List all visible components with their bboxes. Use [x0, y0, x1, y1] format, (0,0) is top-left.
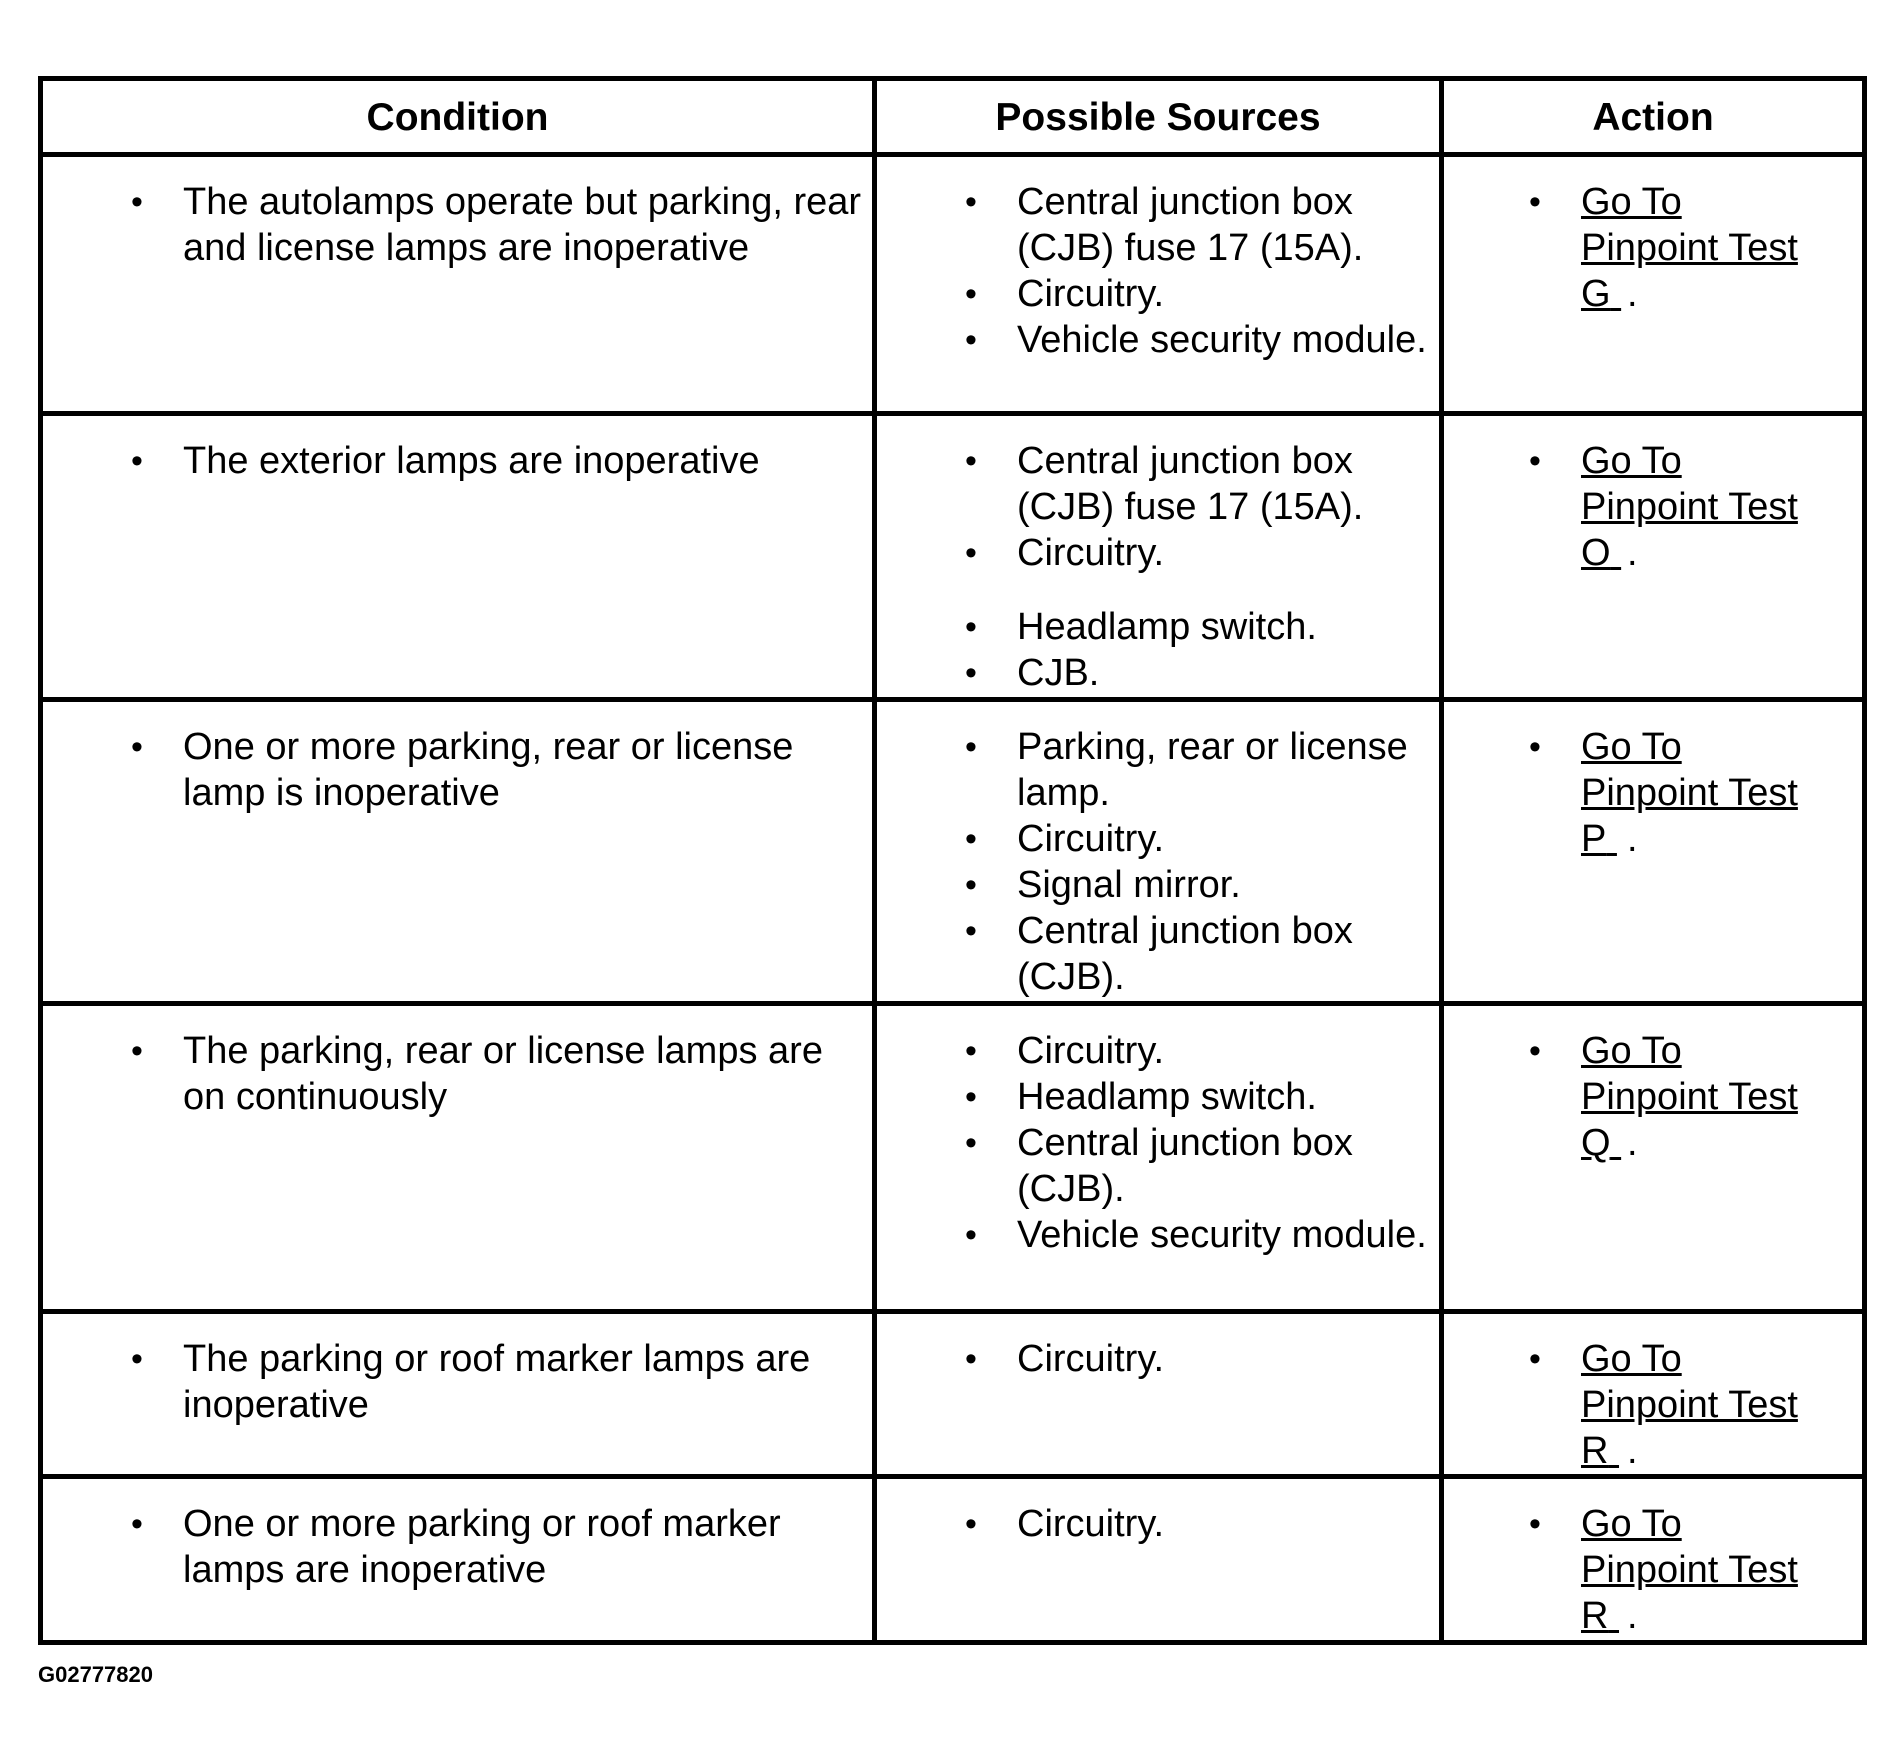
header-condition: Condition: [41, 79, 875, 155]
pinpoint-test-o-link[interactable]: • Go To Pinpoint Test O: [1581, 440, 1798, 574]
source-item: • Circuitry.: [1017, 1028, 1431, 1074]
source-item: • Parking, rear or license lamp.: [1017, 724, 1431, 816]
action-cell: • Go To Pinpoint Test P .: [1442, 700, 1865, 1004]
table-row: [41, 1004, 1865, 1312]
table-row: [41, 700, 1865, 1004]
sources-cell: [875, 1004, 1442, 1312]
table-row: [41, 1477, 1865, 1643]
figure-id: G02777820: [38, 1662, 153, 1687]
action-cell: • Go To Pinpoint Test Q .: [1442, 1004, 1865, 1312]
source-item: • Central junction box (CJB) fuse 17 (15A).: [1017, 438, 1431, 530]
sources-cell: [875, 414, 1442, 700]
condition-cell: [41, 1004, 875, 1312]
source-item: • Signal mirror.: [1017, 862, 1431, 908]
table-row: [41, 1312, 1865, 1477]
action-cell: • Go To Pinpoint Test G .: [1442, 155, 1865, 414]
sources-cell: [875, 1477, 1442, 1643]
condition-text: • The parking, rear or license lamps are on continuously: [183, 1028, 862, 1120]
condition-text: • The parking or roof marker lamps are inoperative: [183, 1336, 862, 1428]
table-row: [41, 155, 1865, 414]
condition-cell: [41, 700, 875, 1004]
source-item: • Headlamp switch.: [1017, 604, 1431, 650]
action-cell: • Go To Pinpoint Test R .: [1442, 1477, 1865, 1643]
source-item: • Circuitry.: [1017, 530, 1431, 576]
header-action: Action: [1442, 79, 1865, 155]
action-cell: • Go To Pinpoint Test R .: [1442, 1312, 1865, 1477]
action-cell: • Go To Pinpoint Test O .: [1442, 414, 1865, 700]
header-possible-sources: Possible Sources: [875, 79, 1442, 155]
source-item: • CJB.: [1017, 650, 1431, 696]
sources-cell: [875, 155, 1442, 414]
header-row: [41, 79, 1865, 155]
symptom-chart-table: [38, 76, 1867, 1645]
condition-cell: [41, 155, 875, 414]
source-item: • Circuitry.: [1017, 1501, 1431, 1547]
source-item: • Vehicle security module.: [1017, 1212, 1431, 1258]
source-item: • Circuitry.: [1017, 271, 1431, 317]
source-item: • Central junction box (CJB).: [1017, 1120, 1431, 1212]
condition-cell: [41, 1477, 875, 1643]
condition-text: • The exterior lamps are inoperative: [183, 438, 862, 484]
condition-text: • One or more parking or roof marker lamps are inoperative: [183, 1501, 862, 1593]
source-item: • Circuitry.: [1017, 1336, 1431, 1382]
pinpoint-test-r-link[interactable]: • Go To Pinpoint Test R: [1581, 1503, 1798, 1637]
condition-text: • One or more parking, rear or license lamp is inoperative: [183, 724, 862, 816]
condition-text: • The autolamps operate but parking, rear and license lamps are inoperative: [183, 179, 862, 271]
condition-cell: [41, 1312, 875, 1477]
pinpoint-test-g-link[interactable]: • Go To Pinpoint Test G: [1581, 181, 1798, 315]
pinpoint-test-r-link[interactable]: • Go To Pinpoint Test R: [1581, 1338, 1798, 1472]
source-item: • Vehicle security module.: [1017, 317, 1431, 363]
pinpoint-test-p-link[interactable]: • Go To Pinpoint Test P: [1581, 726, 1798, 860]
condition-cell: [41, 414, 875, 700]
sources-cell: [875, 1312, 1442, 1477]
source-item: • Central junction box (CJB).: [1017, 908, 1431, 1000]
pinpoint-test-q-link[interactable]: • Go To Pinpoint Test Q: [1581, 1030, 1798, 1164]
table-row: [41, 414, 1865, 700]
sources-cell: [875, 700, 1442, 1004]
source-item: • Central junction box (CJB) fuse 17 (15A).: [1017, 179, 1431, 271]
source-item: • Headlamp switch.: [1017, 1074, 1431, 1120]
source-item: • Circuitry.: [1017, 816, 1431, 862]
